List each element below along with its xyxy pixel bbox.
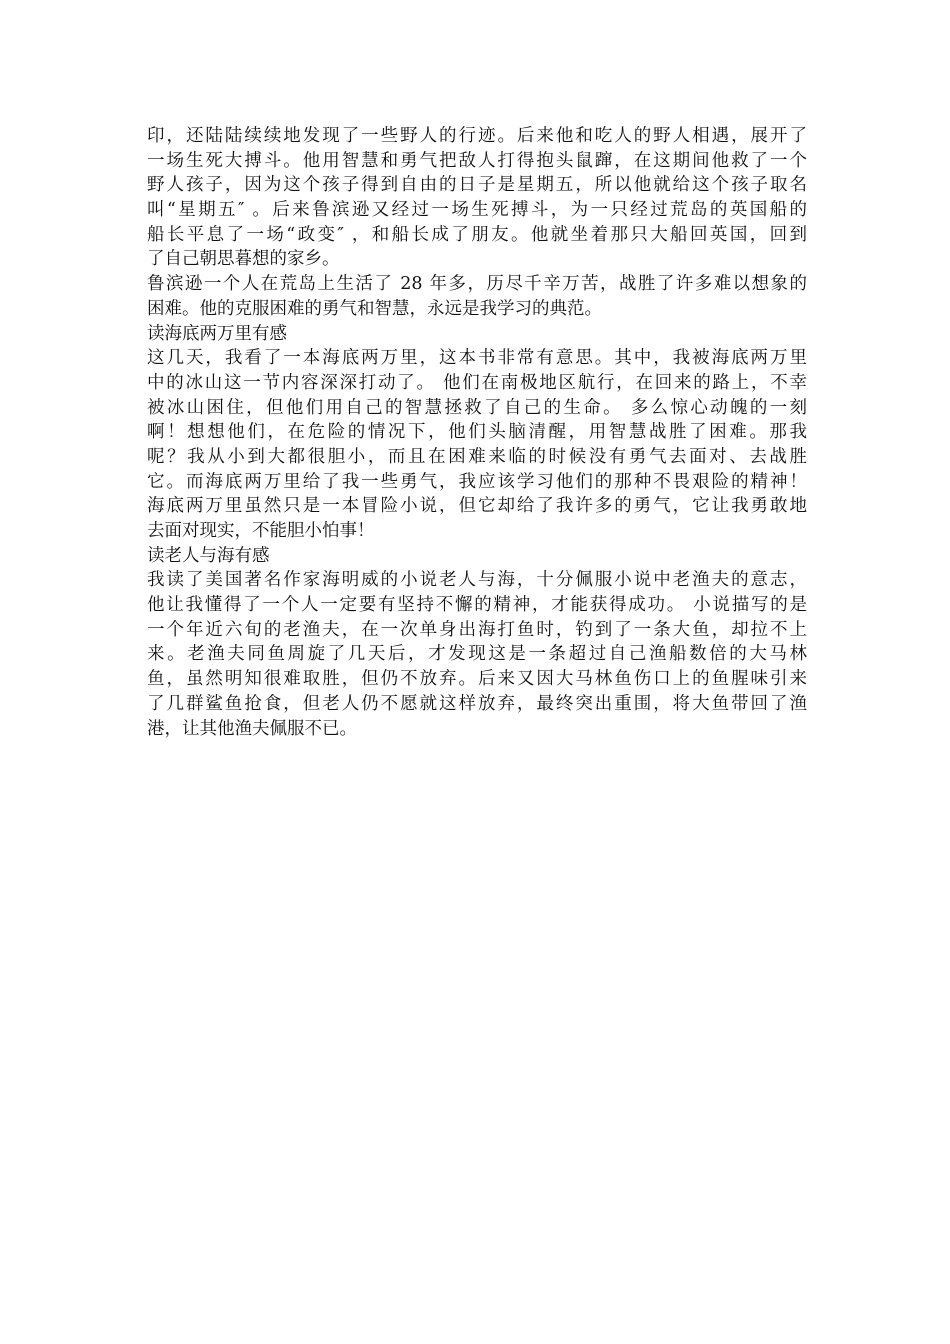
paragraph <box>147 568 807 741</box>
text-line: 船长平息了一场“政变″ ，和船长成了朋友。他就坐着那只大船回英国，回到 <box>147 224 807 245</box>
text-line: 了自己朝思暮想的家乡。 <box>147 249 340 270</box>
text-line: 叫“星期五″ 。后来鲁滨逊又经过一场生死搏斗，为一只经过荒岛的英国船的 <box>147 200 807 221</box>
section-robinson <box>147 124 807 322</box>
section-heading: 读老人与海有感 <box>147 545 270 566</box>
text-line: 鲁滨逊一个人在荒岛上生活了 28 年多，历尽千辛万苦，战胜了许多难以想象的 <box>147 274 807 295</box>
text-line: 来。老渔夫同鱼周旋了几天后，才发现这是一条超过自己渔船数倍的大马林 <box>147 644 807 665</box>
paragraph <box>147 124 807 272</box>
text-line: 野人孩子，因为这个孩子得到自由的日子是星期五，所以他就给这个孩子取名 <box>147 175 807 196</box>
text-line: 我读了美国著名作家海明威的小说老人与海，十分佩服小说中老渔夫的意志， <box>147 570 807 591</box>
text-line: 啊！想想他们，在危险的情况下，他们头脑清醒，用智慧战胜了困难。那我 <box>147 422 807 443</box>
text-line: 这几天，我看了一本海底两万里，这本书非常有意思。其中，我被海底两万里 <box>147 348 807 369</box>
text-line: 鱼，虽然明知很难取胜，但仍不放弃。后来又因大马林鱼伤口上的鱼腥味引来 <box>147 669 807 690</box>
text-line: 呢？我从小到大都很胆小，而且在困难来临的时候没有勇气去面对、去战胜 <box>147 446 807 467</box>
text-line: 港，让其他渔夫佩服不已。 <box>147 718 357 739</box>
text-line: 印，还陆陆续续地发现了一些野人的行迹。后来他和吃人的野人相遇，展开了 <box>147 126 807 146</box>
paragraph <box>147 346 807 544</box>
text-line: 一场生死大搏斗。他用智慧和勇气把敌人打得抱头鼠蹿，在这期间他救了一个 <box>147 150 807 171</box>
section-heading: 读海底两万里有感 <box>147 323 287 344</box>
section-twenty-thousand-leagues <box>147 322 807 544</box>
paragraph <box>147 272 807 321</box>
text-line: 它。而海底两万里给了我一些勇气，我应该学习他们的那种不畏艰险的精神！ <box>147 471 807 492</box>
document-body <box>147 124 807 741</box>
text-line: 一个年近六旬的老渔夫，在一次单身出海打鱼时，钓到了一条大鱼，却拉不上 <box>147 619 807 640</box>
text-line: 中的冰山这一节内容深深打动了。 他们在南极地区航行，在回来的路上，不幸 <box>147 372 807 393</box>
text-line: 被冰山困住，但他们用自己的智慧拯救了自己的生命。 多么惊心动魄的一刻 <box>147 397 807 418</box>
text-line: 他让我懂得了一个人一定要有坚持不懈的精神，才能获得成功。 小说描写的是 <box>147 595 807 616</box>
text-line: 了几群鲨鱼抢食，但老人仍不愿就这样放弃，最终突出重围，将大鱼带回了渔 <box>147 693 807 714</box>
section-old-man-and-sea <box>147 544 807 742</box>
text-line: 海底两万里虽然只是一本冒险小说，但它却给了我许多的勇气，它让我勇敢地 <box>147 496 807 517</box>
text-line: 困难。他的克服困难的勇气和智慧，永远是我学习的典范。 <box>147 298 602 319</box>
text-line: 去面对现实，不能胆小怕事！ <box>147 521 375 541</box>
